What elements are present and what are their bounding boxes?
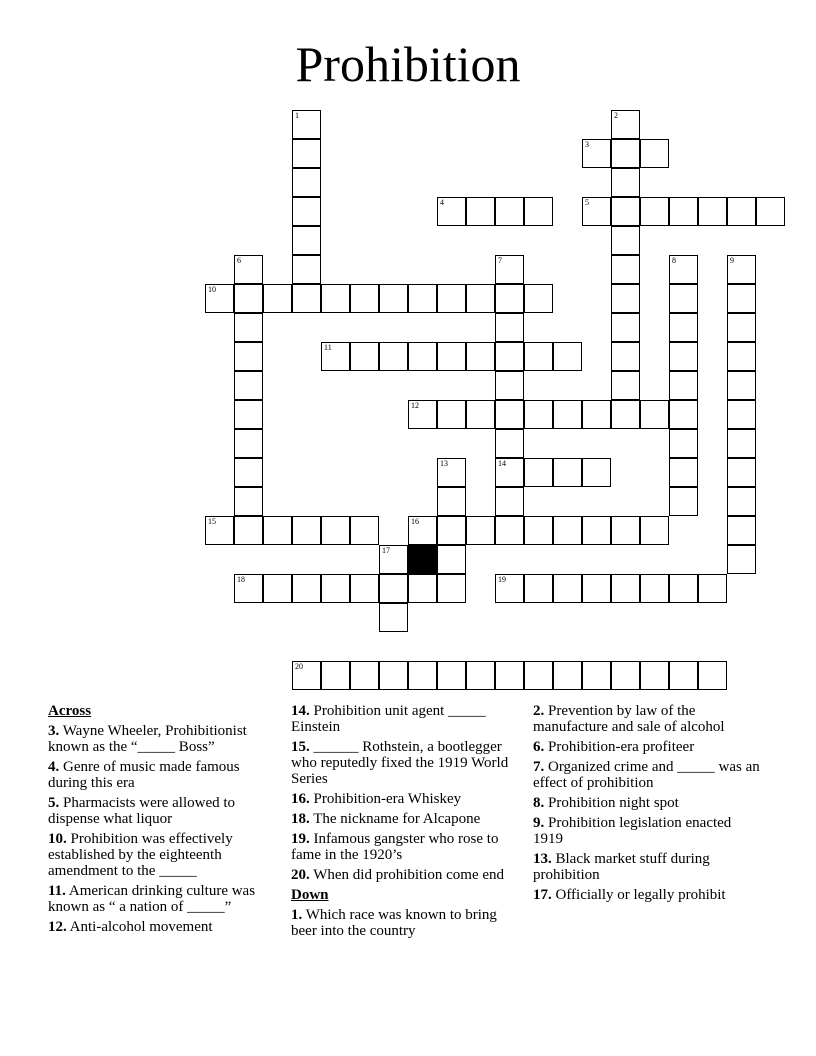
grid-cell[interactable] [524, 400, 553, 429]
down-heading: Down [291, 887, 329, 903]
grid-cell[interactable] [640, 400, 669, 429]
page-title: Prohibition [295, 36, 521, 92]
grid-cell[interactable] [553, 574, 582, 603]
grid-cell[interactable] [669, 255, 698, 284]
grid-cell[interactable] [495, 371, 524, 400]
cell-number: 7 [498, 256, 502, 265]
grid-cell[interactable] [292, 284, 321, 313]
grid-cell[interactable] [582, 139, 611, 168]
grid-cell[interactable] [669, 429, 698, 458]
grid-cell[interactable] [495, 197, 524, 226]
grid-cell[interactable] [437, 661, 466, 690]
grid-cell[interactable] [640, 516, 669, 545]
grid-cell[interactable] [611, 168, 640, 197]
grid-cell[interactable] [698, 197, 727, 226]
clue-across-10: 10. Prohibition was effectively established by the eighteenth amendment to the _____ [48, 831, 233, 879]
cell-number: 14 [498, 459, 506, 468]
grid-cell[interactable] [379, 574, 408, 603]
grid-cell[interactable] [495, 487, 524, 516]
grid-cell[interactable] [611, 284, 640, 313]
grid-cell[interactable] [669, 284, 698, 313]
grid-cell[interactable] [379, 661, 408, 690]
grid-cell[interactable] [524, 574, 553, 603]
clues-column-3 [533, 703, 763, 907]
grid-cell[interactable] [495, 342, 524, 371]
grid-cell[interactable] [640, 139, 669, 168]
grid-cell[interactable] [727, 284, 756, 313]
clue-across-11: 11. American drinking culture was known as “ a nation of _____” [48, 883, 256, 915]
grid-cell[interactable] [495, 313, 524, 342]
grid-cell[interactable] [437, 487, 466, 516]
grid-cell[interactable] [437, 197, 466, 226]
cell-number: 8 [672, 256, 676, 265]
cell-number: 12 [411, 401, 419, 410]
grid-cell[interactable] [379, 545, 408, 574]
grid-cell[interactable] [495, 255, 524, 284]
cell-number: 6 [237, 256, 241, 265]
grid-cell[interactable] [727, 429, 756, 458]
grid-cell[interactable] [437, 458, 466, 487]
grid-cell[interactable] [611, 139, 640, 168]
cell-number: 20 [295, 662, 303, 671]
grid-cell[interactable] [292, 574, 321, 603]
grid-cell[interactable] [611, 226, 640, 255]
grid-cell[interactable] [263, 516, 292, 545]
grid-cell[interactable] [524, 458, 553, 487]
clue-across-14: 14. Prohibition unit agent _____ Einstein [291, 703, 486, 735]
grid-cell[interactable] [408, 342, 437, 371]
grid-cell[interactable] [350, 574, 379, 603]
cell-number: 13 [440, 459, 448, 468]
grid-cell[interactable] [611, 516, 640, 545]
grid-cell[interactable] [669, 371, 698, 400]
grid-cell[interactable] [611, 313, 640, 342]
grid-cell[interactable] [756, 197, 785, 226]
grid-cell[interactable] [524, 342, 553, 371]
clue-down-17: 17. Officially or legally prohibit [533, 887, 726, 903]
grid-cell[interactable] [524, 197, 553, 226]
grid-cell[interactable] [640, 574, 669, 603]
grid-cell[interactable] [466, 284, 495, 313]
grid-cell[interactable] [669, 400, 698, 429]
grid-cell[interactable] [292, 139, 321, 168]
grid-cell[interactable] [495, 400, 524, 429]
grid-cell[interactable] [292, 661, 321, 690]
cell-number: 4 [440, 198, 444, 207]
clue-across-3: 3. Wayne Wheeler, Prohibitionist known as the “_____ Boss” [48, 723, 247, 755]
clues-column-2 [291, 703, 516, 943]
grid-cell[interactable] [234, 487, 263, 516]
grid-cell[interactable] [437, 342, 466, 371]
grid-cell[interactable] [263, 574, 292, 603]
grid-cell[interactable] [727, 313, 756, 342]
grid-cell[interactable] [553, 400, 582, 429]
cell-number: 3 [585, 140, 589, 149]
grid-cell[interactable] [234, 255, 263, 284]
grid-cell[interactable] [292, 255, 321, 284]
cell-number: 10 [208, 285, 216, 294]
across-heading: Across [48, 703, 92, 719]
grid-cell[interactable] [640, 197, 669, 226]
grid-cell[interactable] [553, 458, 582, 487]
grid-cell[interactable] [611, 255, 640, 284]
clue-down-1: 1. Which race was known to bring beer into the country [291, 907, 497, 939]
grid-cell[interactable] [234, 313, 263, 342]
grid-cell[interactable] [234, 342, 263, 371]
grid-cell[interactable] [553, 661, 582, 690]
cell-number: 9 [730, 256, 734, 265]
cell-number: 5 [585, 198, 589, 207]
grid-cell[interactable] [669, 661, 698, 690]
grid-cell[interactable] [379, 284, 408, 313]
grid-cell[interactable] [379, 603, 408, 632]
grid-cell[interactable] [234, 516, 263, 545]
grid-cell[interactable] [582, 661, 611, 690]
grid-cell[interactable] [698, 661, 727, 690]
grid-cell[interactable] [669, 574, 698, 603]
grid-cell[interactable] [611, 371, 640, 400]
grid-cell[interactable] [524, 284, 553, 313]
cell-number: 1 [295, 111, 299, 120]
clue-across-15: 15. ______ Rothstein, a bootlegger who reputedly fixed the 1919 World Series [291, 739, 509, 787]
grid-cell[interactable] [263, 284, 292, 313]
grid-cell[interactable] [437, 516, 466, 545]
grid-cell[interactable] [582, 400, 611, 429]
grid-cell[interactable] [611, 400, 640, 429]
clue-across-12: 12. Anti-alcohol movement [48, 919, 213, 935]
grid-cell[interactable] [553, 516, 582, 545]
clue-down-8: 8. Prohibition night spot [533, 795, 679, 811]
grid-cell[interactable] [408, 661, 437, 690]
grid-cell[interactable] [611, 197, 640, 226]
grid-cell[interactable] [611, 661, 640, 690]
cell-number: 19 [498, 575, 506, 584]
cell-number: 15 [208, 517, 216, 526]
clue-across-16: 16. Prohibition-era Whiskey [291, 791, 462, 807]
grid-cell[interactable] [611, 574, 640, 603]
grid-cell[interactable] [234, 284, 263, 313]
grid-cell[interactable] [292, 516, 321, 545]
grid-cell[interactable] [611, 342, 640, 371]
grid-cell[interactable] [350, 516, 379, 545]
grid-cell[interactable] [495, 574, 524, 603]
clue-across-5: 5. Pharmacists were allowed to dispense what liquor [48, 795, 236, 827]
grid-cell[interactable] [292, 226, 321, 255]
grid-cell[interactable] [553, 342, 582, 371]
grid-cell[interactable] [698, 574, 727, 603]
clues-column-1 [48, 703, 280, 939]
grid-cell[interactable] [727, 516, 756, 545]
clue-across-4: 4. Genre of music made famous during this era [48, 759, 240, 791]
grid-cell[interactable] [234, 574, 263, 603]
clue-down-13: 13. Black market stuff during prohibition [533, 851, 710, 883]
grid-cell[interactable] [234, 458, 263, 487]
grid-cell[interactable] [437, 545, 466, 574]
grid-cell[interactable] [379, 342, 408, 371]
grid-cell[interactable] [408, 574, 437, 603]
cell-number: 16 [411, 517, 419, 526]
grid-cell[interactable] [321, 661, 350, 690]
grid-cell[interactable] [727, 197, 756, 226]
grid-cell[interactable] [495, 284, 524, 313]
clue-across-18: 18. The nickname for Alcapone [291, 811, 481, 827]
grid-cell[interactable] [292, 168, 321, 197]
grid-cell[interactable] [727, 400, 756, 429]
grid-cell[interactable] [437, 400, 466, 429]
grid-cell[interactable] [466, 661, 495, 690]
grid-cell[interactable] [495, 516, 524, 545]
grid-cell[interactable] [234, 429, 263, 458]
cell-number: 18 [237, 575, 245, 584]
grid-cell[interactable] [669, 197, 698, 226]
grid-cell[interactable] [495, 429, 524, 458]
grid-cell[interactable] [669, 342, 698, 371]
grid-cell[interactable] [727, 371, 756, 400]
grid-cell[interactable] [350, 284, 379, 313]
grid-cell[interactable] [582, 197, 611, 226]
grid-cell[interactable] [321, 284, 350, 313]
grid-cell[interactable] [234, 400, 263, 429]
grid-cell[interactable] [727, 545, 756, 574]
grid-cell[interactable] [205, 284, 234, 313]
cell-number: 11 [324, 343, 332, 352]
grid-cell[interactable] [408, 284, 437, 313]
grid-cell[interactable] [466, 516, 495, 545]
grid-cell[interactable] [524, 661, 553, 690]
grid-cell[interactable] [582, 516, 611, 545]
grid-cell[interactable] [466, 400, 495, 429]
grid-cell[interactable] [234, 371, 263, 400]
grid-cell[interactable] [321, 516, 350, 545]
grid-cell[interactable] [524, 516, 553, 545]
grid-cell[interactable] [350, 342, 379, 371]
grid-cell[interactable] [321, 342, 350, 371]
grid-cell[interactable] [408, 516, 437, 545]
grid-cell[interactable] [437, 574, 466, 603]
grid-cell[interactable] [669, 313, 698, 342]
grid-cell[interactable] [350, 661, 379, 690]
grid-cell[interactable] [582, 458, 611, 487]
clue-down-2: 2. Prevention by law of the manufacture and sale of alcohol [533, 703, 725, 735]
clue-down-7: 7. Organized crime and _____ was an effect of prohibition [533, 759, 760, 791]
grid-cell[interactable] [727, 342, 756, 371]
grid-cell[interactable] [669, 487, 698, 516]
grid-cell[interactable] [495, 458, 524, 487]
cell-number: 2 [614, 111, 618, 120]
grid-cell[interactable] [727, 458, 756, 487]
grid-cell[interactable] [611, 110, 640, 139]
grid-cell[interactable] [408, 400, 437, 429]
grid-cell[interactable] [640, 661, 669, 690]
cell-number: 17 [382, 546, 390, 555]
clue-down-9: 9. Prohibition legislation enacted 1919 [533, 815, 732, 847]
grid-cell[interactable] [437, 284, 466, 313]
clue-across-19: 19. Infamous gangster who rose to fame in the 1920’s [291, 831, 499, 863]
grid-cell[interactable] [495, 661, 524, 690]
grid-cell[interactable] [727, 255, 756, 284]
clue-across-20: 20. When did prohibition come end [291, 867, 505, 883]
clue-down-6: 6. Prohibition-era profiteer [533, 739, 695, 755]
grid-cell[interactable] [669, 458, 698, 487]
grid-black-cell [408, 545, 437, 574]
grid-cell[interactable] [321, 574, 350, 603]
grid-cell[interactable] [727, 487, 756, 516]
grid-cell[interactable] [466, 197, 495, 226]
grid-cell[interactable] [292, 197, 321, 226]
grid-cell[interactable] [292, 110, 321, 139]
grid-cell[interactable] [582, 574, 611, 603]
grid-cell[interactable] [205, 516, 234, 545]
grid-cell[interactable] [466, 342, 495, 371]
